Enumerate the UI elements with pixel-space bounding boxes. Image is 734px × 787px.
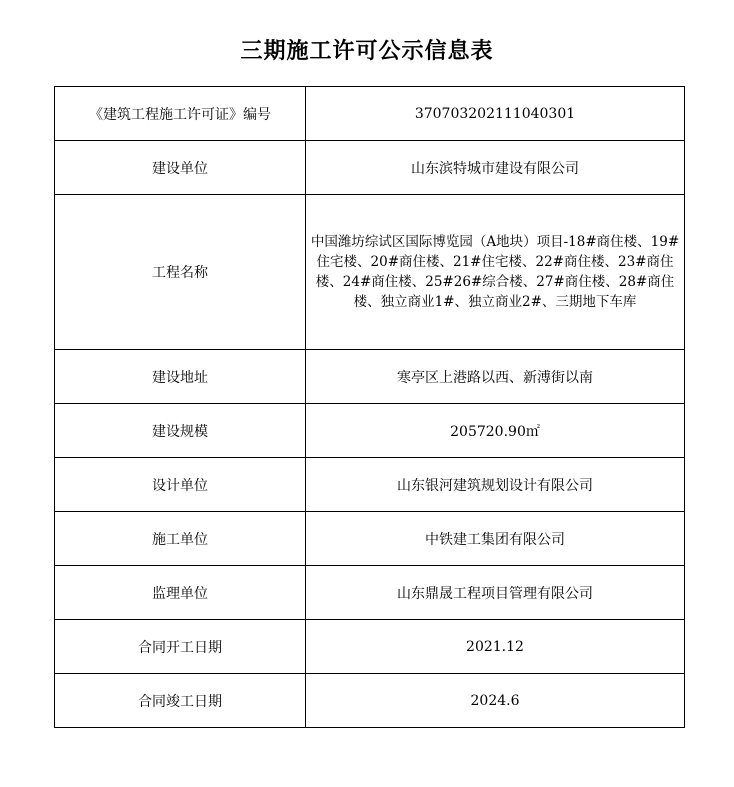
permit-info-table — [54, 86, 685, 728]
row-label: 建设地址 — [55, 350, 306, 404]
row-value: 寒亭区上港路以西、新溥街以南 — [306, 350, 685, 404]
table-row — [55, 195, 685, 350]
row-label: 合同竣工日期 — [55, 674, 306, 728]
page-title: 三期施工许可公示信息表 — [240, 39, 494, 64]
table-row — [55, 620, 685, 674]
row-value: 中国潍坊综试区国际博览园（A地块）项目-18#商住楼、19#住宅楼、20#商住楼、21#住宅楼、22#商住楼、23#商住楼、24#商住楼、25#26#综合楼、27#商住楼、28#商住楼、独立商业1#、独立商业2#、三期地下车库 — [306, 195, 685, 350]
row-value: 山东银河建筑规划设计有限公司 — [306, 458, 685, 512]
row-value: 山东滨特城市建设有限公司 — [306, 141, 685, 195]
row-label: 设计单位 — [55, 458, 306, 512]
row-label: 合同开工日期 — [55, 620, 306, 674]
table-row — [55, 87, 685, 141]
row-label: 《建筑工程施工许可证》编号 — [55, 87, 306, 141]
row-value: 中铁建工集团有限公司 — [306, 512, 685, 566]
table-row — [55, 512, 685, 566]
row-label: 监理单位 — [55, 566, 306, 620]
row-label: 建设规模 — [55, 404, 306, 458]
table-row — [55, 674, 685, 728]
table-row — [55, 566, 685, 620]
table-row — [55, 404, 685, 458]
row-value: 山东鼎晟工程项目管理有限公司 — [306, 566, 685, 620]
row-value: 370703202111040301 — [306, 87, 685, 141]
row-label: 施工单位 — [55, 512, 306, 566]
row-value: 2021.12 — [306, 620, 685, 674]
table-row — [55, 458, 685, 512]
row-label: 建设单位 — [55, 141, 306, 195]
row-value: 205720.90㎡ — [306, 404, 685, 458]
table-row — [55, 141, 685, 195]
row-label: 工程名称 — [55, 195, 306, 350]
table-row — [55, 350, 685, 404]
row-value: 2024.6 — [306, 674, 685, 728]
